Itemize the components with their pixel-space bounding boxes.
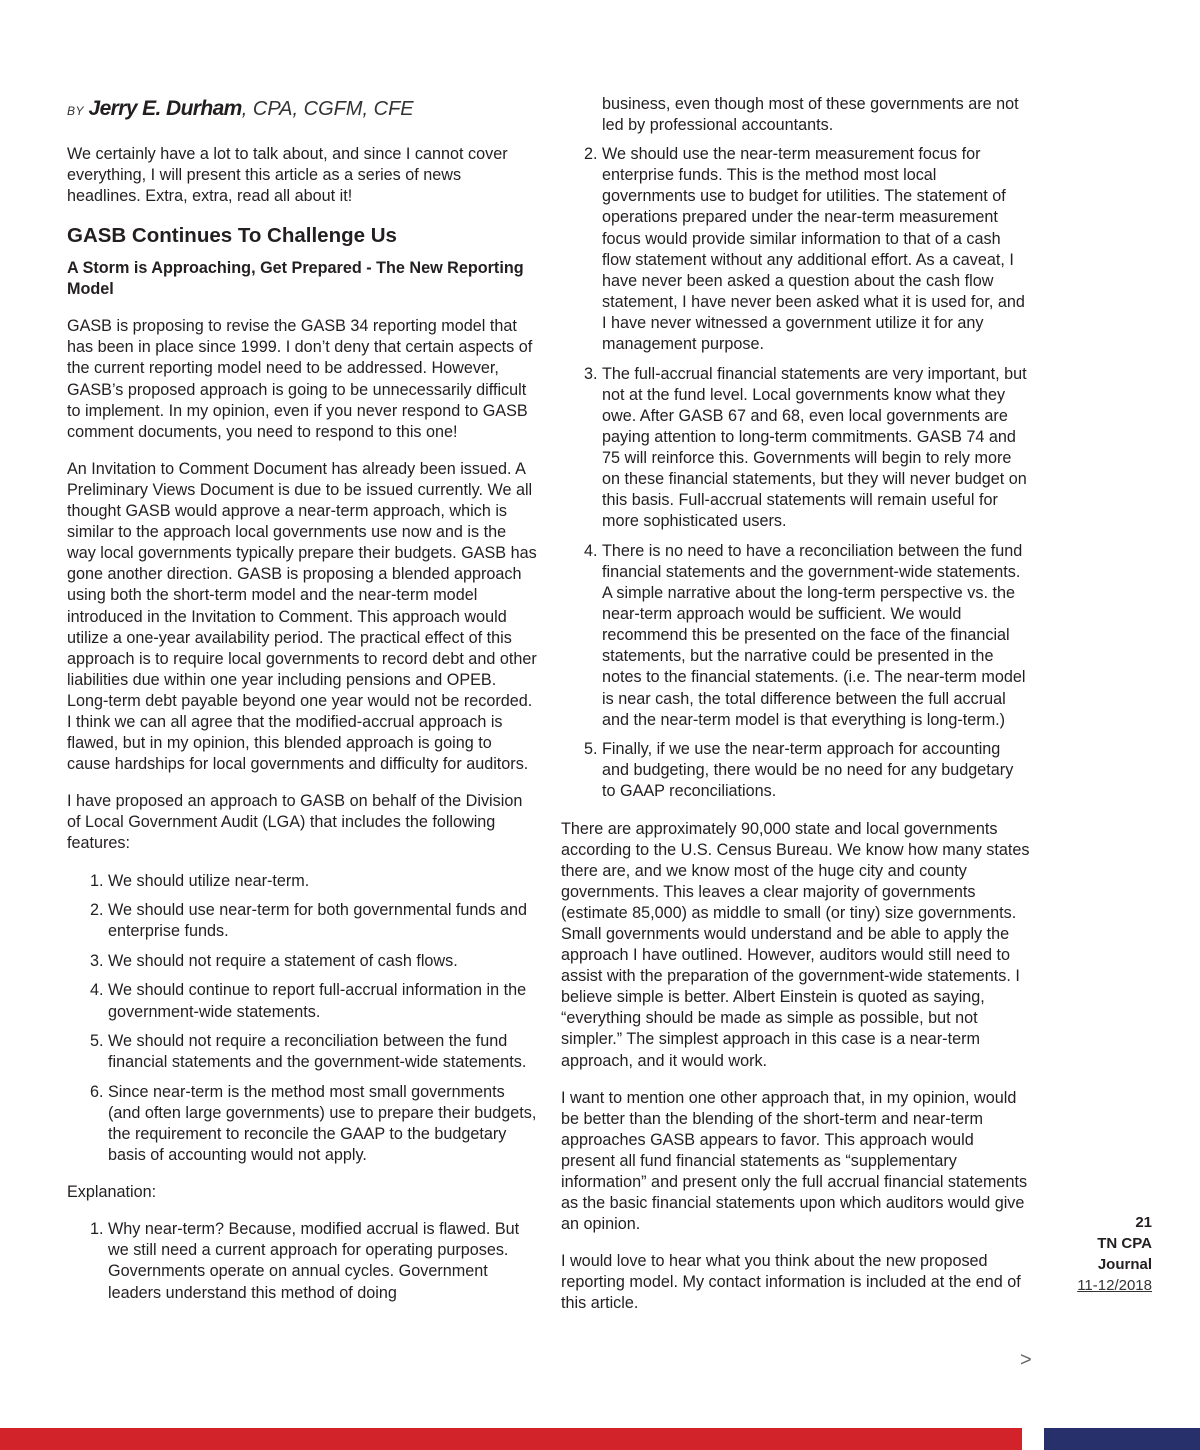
author-credentials: , CPA, CGFM, CFE [241,98,414,120]
body-paragraph: There are approximately 90,000 state and local governments according to the U.S. Census Bureau. We know how many states there are, and we know most of the huge city and county governments. This leaves a clear majority of governments (estimate 85,000) as middle to small (or tiny) size governments. Small governments would understand and be able to apply the approach I have outlined. However, auditors would still need to assist with the preparation of the government-wide statements. I believe simple is better. Albert Einstein is quoted as saying, “everything should be made as simple as possible, but not simpler.” The simplest approach in this case is a near-term approach, and it would work. [561,819,1030,1070]
list-item: 4. We should continue to report full-accrual information in the government-wide statements. [108,980,537,1022]
list-item: 1. We should utilize near-term. [108,871,537,892]
features-list [67,871,537,1167]
subsection-title: A Storm is Approaching, Get Prepared - The New Reporting Model [67,259,524,299]
body-paragraph: An Invitation to Comment Document has already been issued. A Preliminary Views Document is due to be issued currently. We all thought GASB would approve a near-term approach, which is similar to the approach local governments use now and is the way local governments typically prepare their budgets. GASB has gone another direction. GASB is proposing a blended approach using both the short-term model and the near-term model introduced in the Invitation to Comment. This approach would utilize a one-year availability period. The practical effect of this approach is to require local governments to record debt and other liabilities due within one year including pensions and OPEB. Long-term debt payable beyond one year would not be recorded. I think we can all agree that the modified-accrual approach is flawed, but in my opinion, this blended approach is going to cause hardships for local governments and difficulty for auditors. [67,459,537,774]
list-item: 6. Since near-term is the method most small governments (and often large governments) use to prepare their budgets, the requirement to reconcile the GAAP to the budgetary basis of accounting would not apply. [108,1082,537,1166]
publication-name: TN CPA [1097,1235,1152,1252]
body-paragraph: I have proposed an approach to GASB on behalf of the Division of Local Government Audit (LGA) that includes the following features: [67,792,523,853]
chevron-right-icon[interactable]: > [1020,1349,1032,1371]
list-item: 5. We should not require a reconciliation between the fund financial statements and the government-wide statements. [108,1031,537,1073]
publication-name-line2: Journal [1097,1256,1152,1273]
page-number: 21 [1135,1214,1152,1231]
explanations-list-continued [561,144,1031,802]
body-paragraph: I would love to hear what you think about the new proposed reporting model. My contact information is included at the end of this article. [561,1252,1021,1313]
body-paragraph: GASB is proposing to revise the GASB 34 reporting model that has been in place since 1999. I don’t deny that certain aspects of the current reporting model need to be addressed. However, GASB’s proposed approach is going to be unnecessarily difficult to implement. In my opinion, even if you never respond to GASB comment documents, you need to respond to this one! [67,317,533,441]
page-sidebar [1070,1212,1152,1296]
list-item: 2. We should use the near-term measurement focus for enterprise funds. This is the method most local governments use to budget for utilities. The statement of operations prepared under the near-term measurement focus would provide similar information to that of a cash flow statement without any additional effort. As a caveat, I have never been asked a question about the cash flow statement, I have never been asked what it is used for, and I have never witnessed a government utilize it for any management purpose. [602,144,1031,355]
list-item: 1. Why near-term? Because, modified accrual is flawed. But we still need a current approach for operating purposes. Governments operate on annual cycles. Government leaders understand this method of doing [108,1219,537,1303]
list-item: 2. We should use near-term for both governmental funds and enterprise funds. [108,900,537,942]
explanations-list [67,1219,537,1303]
section-title: GASB Continues To Challenge Us [67,224,397,248]
list-item-continuation: business, even though most of these governments are not led by professional accountants. [602,95,1019,135]
footer-bar-blue [1044,1428,1200,1450]
author-name: Jerry E. Durham [88,97,242,120]
intro-paragraph: We certainly have a lot to talk about, and since I cannot cover everything, I will present this article as a series of news headlines. Extra, extra, read all about it! [67,145,508,206]
footer-bar-red [0,1428,1022,1450]
body-paragraph: I want to mention one other approach that, in my opinion, would be better than the blending of the short-term and near-term approaches GASB appears to favor. This approach would present all fund financial statements as “supplementary information” and present only the full accrual financial statements as the basic financial statements upon which auditors would give an opinion. [561,1088,1028,1234]
list-item: 3. We should not require a statement of cash flows. [108,951,537,972]
byline [67,94,537,126]
left-column [67,94,537,1320]
list-item: 4. There is no need to have a reconciliation between the fund financial statements and the government-wide statements. A simple narrative about the long-term perspective vs. the near-term approach would be sufficient. We would recommend this be presented on the face of the financial statements, but the narrative could be presented in the notes to the financial statements. (i.e. The near-term model is near cash, the total difference between the full accrual and the near-term model is that everything is long-term.) [602,541,1031,731]
issue-date-link[interactable]: 11-12/2018 [1077,1277,1152,1294]
list-item: 5. Finally, if we use the near-term approach for accounting and budgeting, there would be no need for any budgetary to GAAP reconciliations. [602,739,1031,802]
explanation-label: Explanation: [67,1183,157,1202]
byline-prefix: BY [67,104,85,118]
list-item: 3. The full-accrual financial statements are very important, but not at the fund level. Local governments know what they owe. After GASB 67 and 68, even local governments are paying attention to long-term commitments. GASB 74 and 75 will reinforce this. Governments will begin to rely more on these financial statements, but they will never budget on this basis. Full-accrual statements will remain useful for more sophisticated users. [602,364,1031,533]
right-column [561,94,1031,1331]
